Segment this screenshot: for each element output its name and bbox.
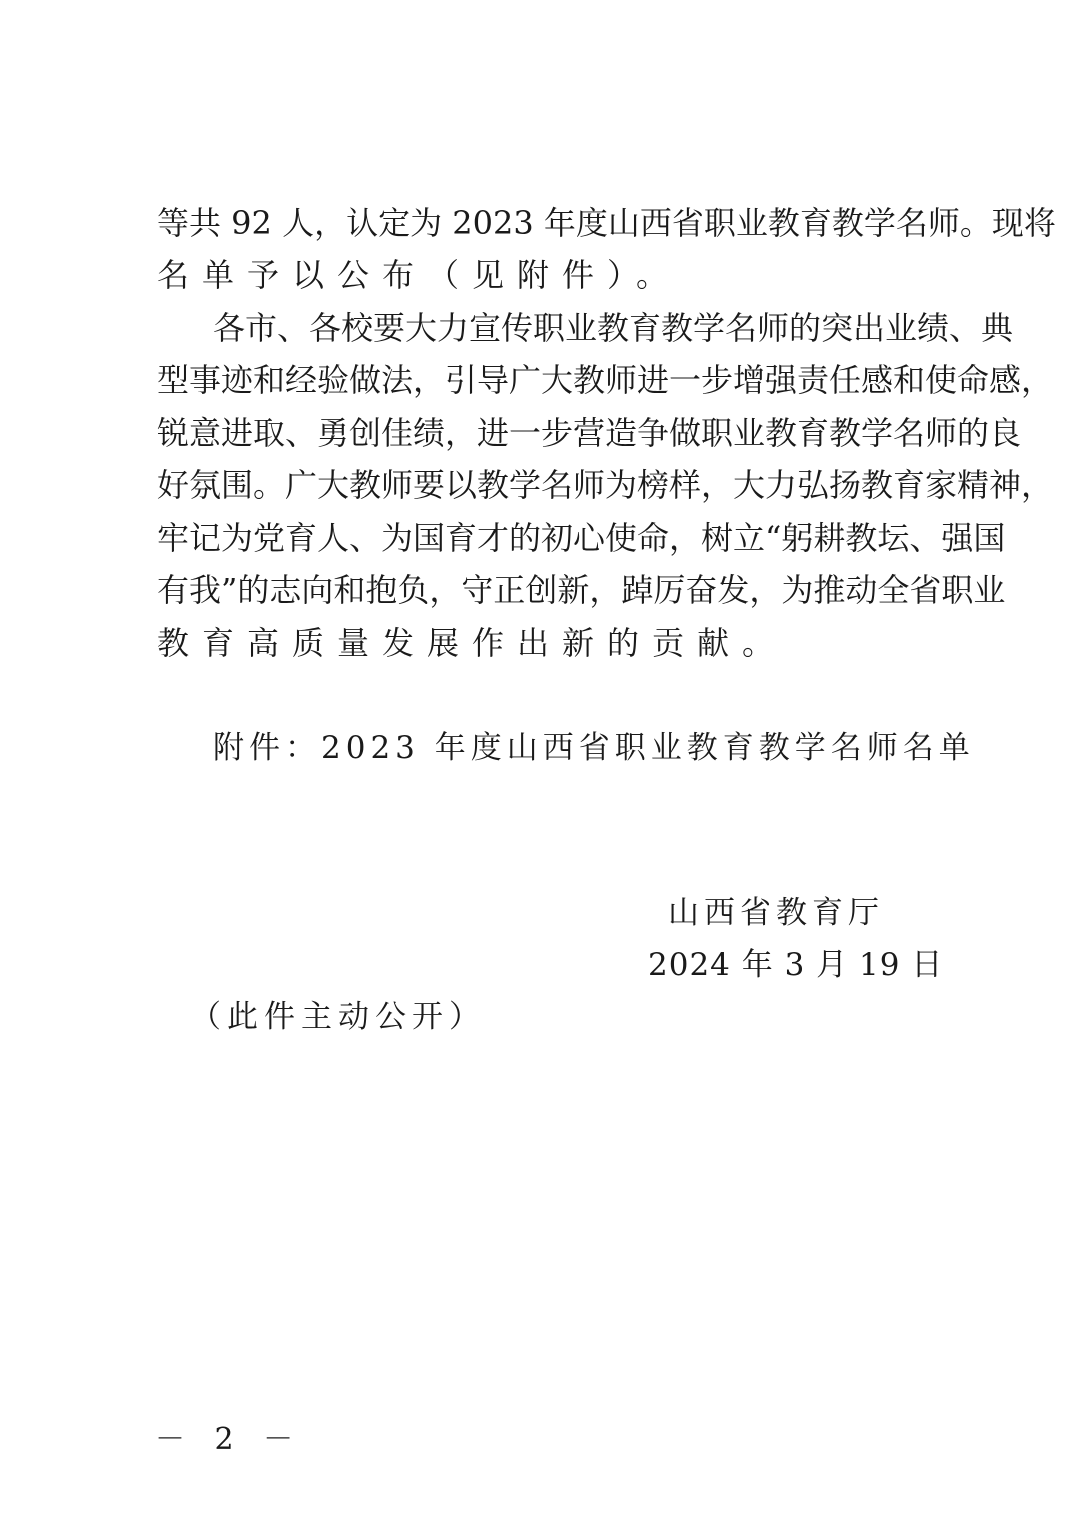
paragraph-2-line-2: 型事迹和经验做法，引导广大教师进一步增强责任感和使命感，: [157, 361, 1054, 399]
paragraph-2-line-7: 教育高质量发展作出新的贡献。: [157, 624, 788, 662]
page-number: － 2 －: [155, 1422, 304, 1457]
paragraph-1-line-1: 等共 92 人，认定为 2023 年度山西省职业教育教学名师。现将: [157, 204, 1056, 242]
attachment-reference: 附件：2023 年度山西省职业教育教学名师名单: [213, 730, 975, 766]
paragraph-2-line-4: 好氛围。广大教师要以教学名师为榜样，大力弘扬教育家精神，: [157, 466, 1054, 504]
disclosure-note: （此件主动公开）: [190, 999, 486, 1035]
paragraph-1-line-2: 名单予以公布（见附件）。: [157, 256, 682, 294]
paragraph-2-line-3: 锐意进取、勇创佳绩，进一步营造争做职业教育教学名师的良: [157, 414, 1022, 452]
issuer-signature: 山西省教育厅: [668, 895, 884, 931]
paragraph-2-line-5: 牢记为党育人、为国育才的初心使命，树立“躬耕教坛、强国: [157, 519, 1006, 557]
paragraph-2-line-1: 各市、各校要大力宣传职业教育教学名师的突出业绩、典: [213, 309, 1014, 347]
issue-date: 2024 年 3 月 19 日: [648, 947, 944, 983]
paragraph-2-line-6: 有我”的志向和抱负，守正创新，踔厉奋发，为推动全省职业: [157, 571, 1006, 609]
